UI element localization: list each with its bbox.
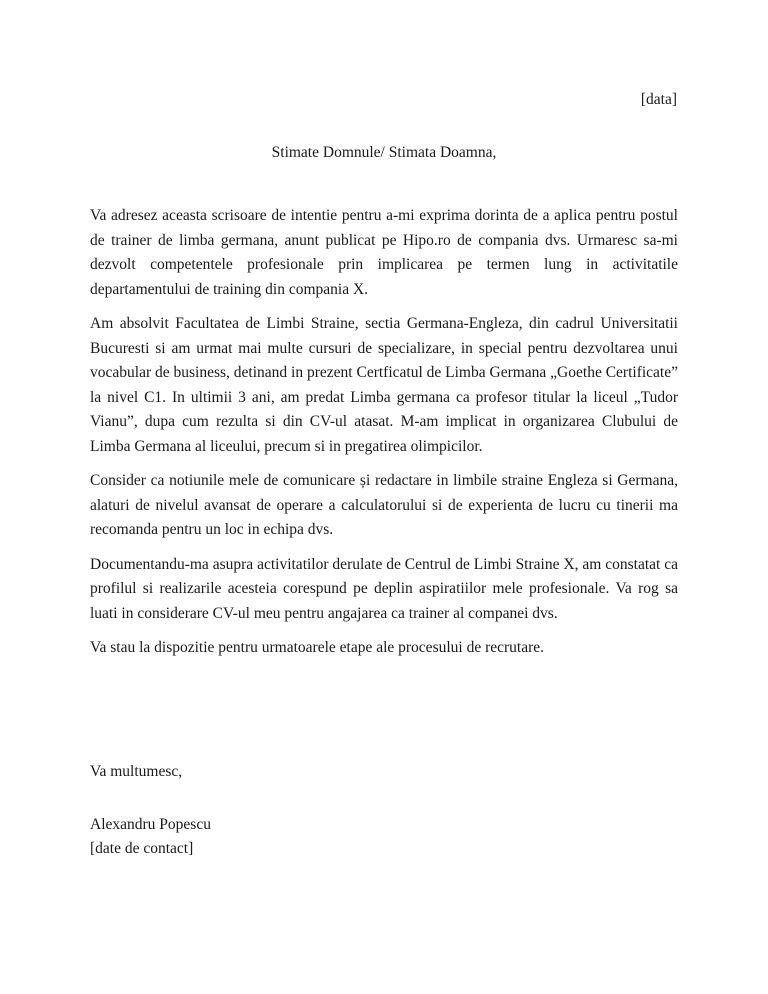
signature-contact: [date de contact] xyxy=(90,840,194,857)
letter-closing: Va multumesc, xyxy=(90,763,183,780)
paragraph-availability: Va stau la dispozitie pentru urmatoarele etape ale procesului de recrutare. xyxy=(90,639,545,656)
letter-date: [data] xyxy=(640,91,677,108)
paragraph-motivation: Documentandu-ma asupra activitatilor derulate de Centrul de Limbi Straine X, am constatat ca profilul si realizarile acesteia corespund pe deplin aspiratiilor mele profesionale. Va rog sa luati in considerare CV-ul meu pentru angajarea ca trainer al companei dvs. xyxy=(90,555,678,622)
paragraph-education: Am absolvit Facultatea de Limbi Straine, sectia Germana-Engleza, din cadrul Universitatii Bucuresti si am urmat mai multe cursuri de specializare, in special pentru dezvoltarea unui vocabular de business, detinand in prezent Certficatul de Limba Germana „Goethe Certificate” la nivel C1. In ultimii 3 ani, am predat Limba germana ca profesor titular la liceul „Tudor Vianu”, dupa cum rezulta si din CV-ul atasat. M-am implicat in organizarea Clubului de Limba Germana al liceului, precum si in pregatirea olimpicilor. xyxy=(90,315,678,455)
signature-name: Alexandru Popescu xyxy=(90,816,211,833)
letter-salutation: Stimate Domnule/ Stimata Doamna, xyxy=(271,144,497,161)
letter-signature xyxy=(90,813,211,861)
paragraph-skills: Consider ca notiunile mele de comunicare și redactare in limbile straine Engleza si Germana, alaturi de nivelul avansat de operare a calculatorului si de experienta de lucru cu tinerii ma recomanda pentru un loc in echipa dvs. xyxy=(90,472,678,538)
letter-body xyxy=(90,204,678,671)
paragraph-intent: Va adresez aceasta scrisoare de intentie pentru a-mi exprima dorinta de a aplica pentru postul de trainer de limba germana, anunt publicat pe Hipo.ro de compania dvs. Urmaresc sa-mi dezvolt competentele profesionale prin implicarea pe termen lung in activitatile departamentului de training din compania X. xyxy=(90,207,678,298)
